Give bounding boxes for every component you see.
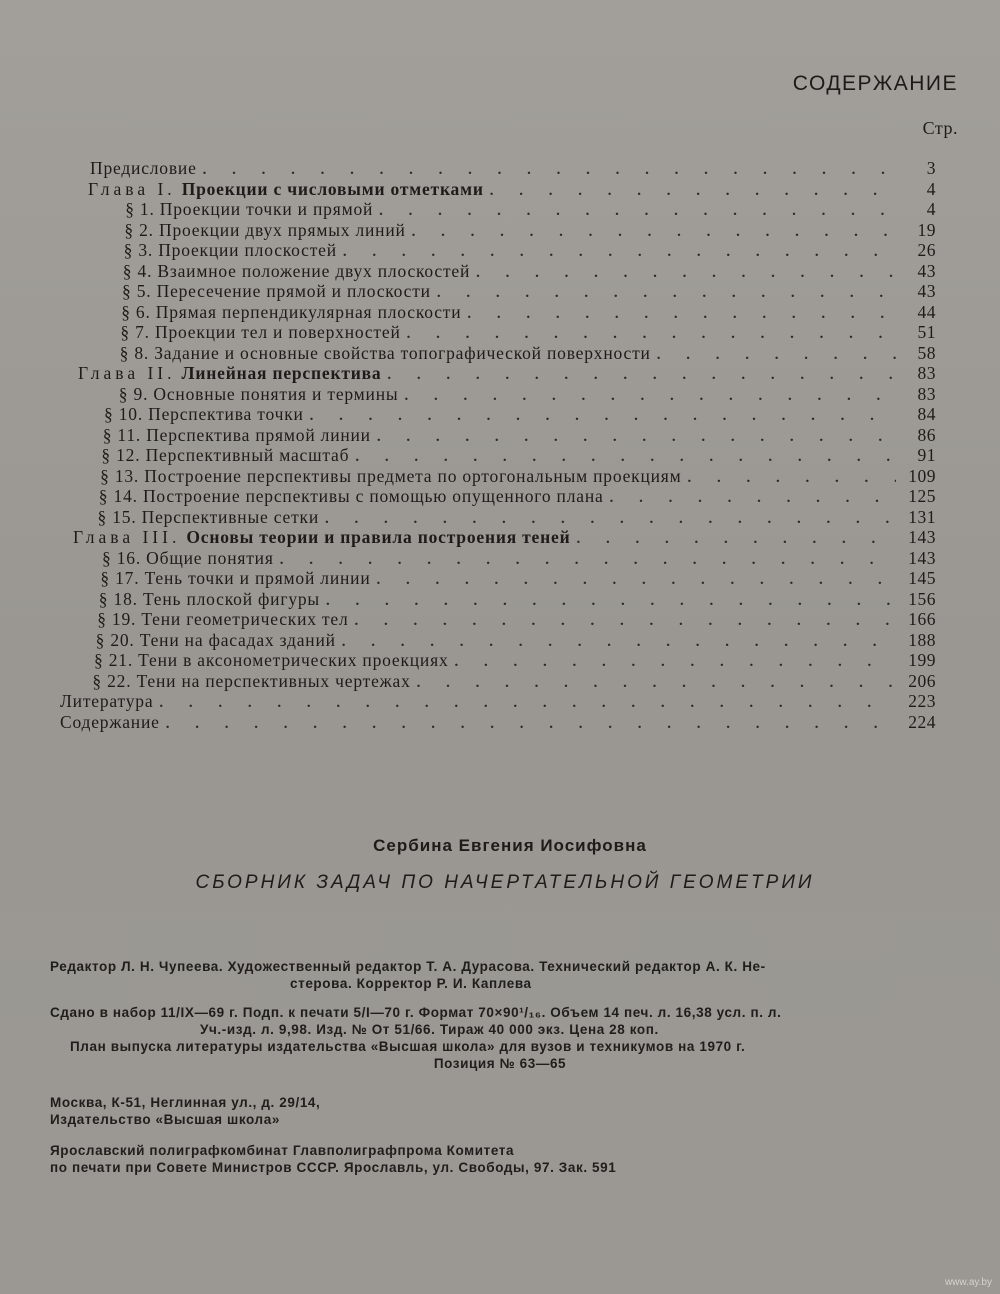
toc-entry-title: § 12. Перспективный масштаб bbox=[101, 445, 350, 465]
dot-leader bbox=[203, 160, 896, 179]
dot-leader bbox=[310, 406, 896, 425]
imprint-line: Позиция № 63—65 bbox=[433, 1056, 567, 1071]
dot-leader bbox=[490, 181, 896, 200]
dot-leader bbox=[342, 632, 896, 651]
contents-heading: СОДЕРЖАНИЕ bbox=[792, 72, 958, 95]
dot-leader bbox=[326, 591, 896, 610]
toc-section-row bbox=[40, 589, 936, 610]
dot-leader bbox=[455, 652, 896, 671]
toc-chapter-title bbox=[78, 363, 381, 384]
toc-entry-row bbox=[40, 691, 936, 712]
dot-leader bbox=[407, 324, 896, 343]
toc-chapter-title bbox=[73, 527, 570, 548]
toc-page-number: 224 bbox=[908, 711, 936, 732]
toc-chapter-label: Глава II. bbox=[78, 363, 176, 383]
toc-page-number: 44 bbox=[917, 301, 936, 322]
watermark: www.ay.by bbox=[944, 1277, 992, 1288]
dot-leader bbox=[688, 468, 896, 487]
toc-entry-title: § 16. Общие понятия bbox=[102, 547, 274, 568]
toc-entry-title: § 19. Тени геометрических тел bbox=[97, 609, 349, 629]
toc-page-number: 166 bbox=[908, 609, 936, 629]
toc-entry-title: § 15. Перспективные сетки bbox=[97, 506, 320, 527]
imprint-line: Сдано в набор 11/IX—69 г. Подп. к печати 5/I—70 г. Формат 70×90¹/₁₆. Объем 14 печ. л. 16,38 усл. п. л. bbox=[50, 1005, 782, 1020]
printer-info bbox=[50, 1142, 950, 1176]
toc-chapter-row bbox=[40, 179, 936, 200]
toc-page-number: 4 bbox=[926, 178, 936, 199]
toc-entry-title: § 14. Построение перспективы с помощью опущенного плана bbox=[98, 486, 604, 506]
toc-entry-title: § 20. Тени на фасадах зданий bbox=[95, 629, 336, 650]
toc-page-number: 84 bbox=[917, 404, 936, 424]
imprint-line: Редактор Л. Н. Чупеева. Художественный редактор Т. А. Дурасова. Технический редактор А. К. Не- bbox=[50, 959, 766, 974]
toc-page-number: 58 bbox=[917, 342, 936, 363]
toc-section-row bbox=[40, 568, 936, 589]
toc-section-row bbox=[40, 343, 936, 364]
toc-chapter-label: Глава III. bbox=[73, 527, 181, 547]
toc-chapter-name: Проекции с числовыми отметками bbox=[181, 178, 484, 199]
toc-entry-title: § 13. Построение перспективы предмета по ортогональным проекциям bbox=[100, 465, 682, 486]
imprint-line: Ярославский полиграфкомбинат Главполиграфпрома Комитета bbox=[50, 1143, 515, 1158]
toc-page-number: 143 bbox=[908, 527, 936, 547]
dot-leader bbox=[343, 242, 896, 261]
table-of-contents bbox=[40, 158, 936, 732]
toc-section-row bbox=[40, 425, 936, 446]
toc-section-row bbox=[40, 466, 936, 487]
toc-section-row bbox=[40, 404, 936, 425]
toc-page-number: 143 bbox=[908, 547, 936, 568]
toc-entry-title: § 11. Перспектива прямой линии bbox=[102, 424, 371, 445]
toc-page-number: 199 bbox=[908, 650, 936, 670]
dot-leader bbox=[412, 222, 896, 241]
toc-entry-title: § 10. Перспектива точки bbox=[104, 404, 304, 424]
dot-leader bbox=[576, 529, 896, 548]
toc-page-number: 3 bbox=[926, 158, 936, 178]
toc-page-number: 109 bbox=[908, 465, 936, 486]
toc-page-number: 43 bbox=[917, 260, 936, 281]
toc-chapter-name: Линейная перспектива bbox=[181, 363, 382, 383]
toc-section-row bbox=[40, 609, 936, 630]
imprint-line: стерова. Корректор Р. И. Каплева bbox=[290, 976, 532, 991]
toc-chapter-row bbox=[40, 363, 936, 384]
toc-section-row bbox=[40, 281, 936, 302]
page-column-label: Стр. bbox=[922, 118, 958, 138]
toc-section-row bbox=[40, 445, 936, 466]
toc-page-number: 26 bbox=[917, 240, 936, 260]
toc-entry-title: § 17. Тень точки и прямой линии bbox=[100, 568, 371, 588]
toc-entry-title: § 3. Проекции плоскостей bbox=[123, 240, 337, 260]
toc-page-number: 145 bbox=[908, 568, 936, 588]
toc-entry-title: § 9. Основные понятия и термины bbox=[118, 383, 399, 404]
toc-section-row bbox=[40, 507, 936, 528]
toc-page-number: 43 bbox=[917, 281, 936, 301]
dot-leader bbox=[404, 386, 896, 405]
dot-leader bbox=[467, 304, 896, 323]
toc-page-number: 131 bbox=[908, 506, 936, 527]
imprint-line: Уч.-изд. л. 9,98. Изд. № От 51/66. Тираж 40 000 экз. Цена 28 коп. bbox=[200, 1022, 659, 1037]
publisher-address bbox=[50, 1094, 950, 1128]
dot-leader bbox=[280, 550, 896, 569]
toc-page-number: 83 bbox=[917, 363, 936, 383]
toc-page-number: 188 bbox=[908, 629, 936, 650]
toc-entry-title: § 8. Задание и основные свойства топографической поверхности bbox=[119, 342, 651, 363]
toc-entry-row bbox=[40, 712, 936, 733]
imprint-line: План выпуска литературы издательства «Высшая школа» для вузов и техникумов на 1970 г. bbox=[70, 1039, 746, 1054]
toc-page-number: 156 bbox=[908, 588, 936, 609]
toc-entry-row bbox=[40, 158, 936, 179]
toc-chapter-label: Глава I. bbox=[88, 178, 176, 199]
toc-page-number: 51 bbox=[917, 322, 936, 342]
toc-entry-title: Содержание bbox=[60, 711, 160, 732]
toc-section-row bbox=[40, 199, 936, 220]
editors-credits bbox=[50, 958, 950, 992]
toc-section-row bbox=[40, 486, 936, 507]
print-details bbox=[50, 1004, 950, 1072]
dot-leader bbox=[355, 447, 896, 466]
toc-page-number: 19 bbox=[917, 219, 936, 240]
toc-page-number: 125 bbox=[908, 486, 936, 506]
toc-entry-title: § 2. Проекции двух прямых линий bbox=[124, 219, 406, 240]
imprint-line: Москва, К-51, Неглинная ул., д. 29/14, bbox=[50, 1095, 321, 1110]
toc-page-number: 83 bbox=[917, 383, 936, 404]
toc-entry-title: § 21. Тени в аксонометрических проекциях bbox=[94, 650, 449, 670]
toc-page-number: 91 bbox=[917, 445, 936, 465]
toc-entry-title: § 18. Тень плоской фигуры bbox=[98, 588, 320, 609]
dot-leader bbox=[437, 283, 896, 302]
dot-leader bbox=[159, 693, 896, 712]
imprint-line: Издательство «Высшая школа» bbox=[50, 1112, 280, 1127]
dot-leader bbox=[387, 365, 896, 384]
toc-entry-title: § 22. Тени на перспективных чертежах bbox=[92, 670, 411, 691]
toc-entry-title: § 7. Проекции тел и поверхностей bbox=[120, 322, 401, 342]
toc-section-row bbox=[40, 220, 936, 241]
dot-leader bbox=[476, 263, 896, 282]
dot-leader bbox=[610, 488, 896, 507]
toc-section-row bbox=[40, 302, 936, 323]
toc-page-number: 86 bbox=[917, 424, 936, 445]
toc-entry-title: § 1. Проекции точки и прямой bbox=[125, 199, 374, 219]
toc-entry-title: Литература bbox=[60, 691, 154, 711]
toc-chapter-title bbox=[88, 179, 484, 200]
dot-leader bbox=[657, 345, 896, 364]
dot-leader bbox=[377, 570, 897, 589]
toc-entry-title: § 6. Прямая перпендикулярная плоскости bbox=[121, 301, 462, 322]
dot-leader bbox=[166, 714, 896, 733]
toc-section-row bbox=[40, 650, 936, 671]
toc-section-row bbox=[40, 384, 936, 405]
toc-section-row bbox=[40, 240, 936, 261]
toc-section-row bbox=[40, 261, 936, 282]
toc-section-row bbox=[40, 322, 936, 343]
toc-entry-title: Предисловие bbox=[90, 158, 197, 178]
toc-page-number: 206 bbox=[908, 670, 936, 691]
dot-leader bbox=[417, 673, 896, 692]
book-title: СБОРНИК ЗАДАЧ ПО НАЧЕРТАТЕЛЬНОЙ ГЕОМЕТРИИ bbox=[195, 872, 815, 893]
dot-leader bbox=[377, 427, 896, 446]
toc-entry-title: § 5. Пересечение прямой и плоскости bbox=[122, 281, 431, 301]
toc-section-row bbox=[40, 630, 936, 651]
dot-leader bbox=[355, 611, 896, 630]
toc-entry-title: § 4. Взаимное положение двух плоскостей bbox=[122, 260, 471, 281]
toc-section-row bbox=[40, 548, 936, 569]
dot-leader bbox=[325, 509, 896, 528]
toc-chapter-name: Основы теории и правила построения теней bbox=[186, 527, 571, 547]
toc-page-number: 4 bbox=[926, 199, 936, 219]
dot-leader bbox=[379, 201, 896, 220]
toc-page-number: 223 bbox=[908, 691, 936, 711]
author-name: Сербина Евгения Иосифовна bbox=[373, 836, 647, 855]
toc-section-row bbox=[40, 671, 936, 692]
imprint-line: по печати при Совете Министров СССР. Ярославль, ул. Свободы, 97. Зак. 591 bbox=[50, 1160, 617, 1175]
toc-chapter-row bbox=[40, 527, 936, 548]
